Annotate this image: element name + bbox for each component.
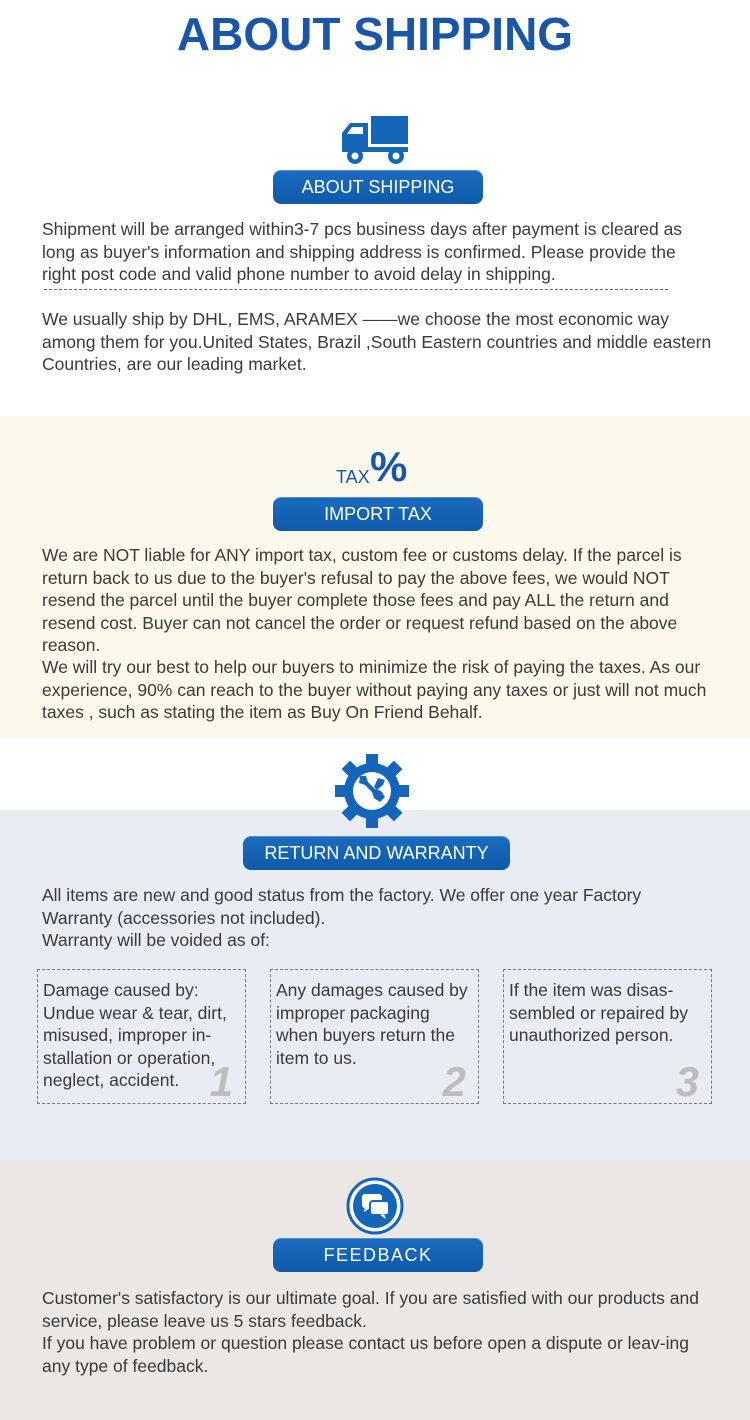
warranty-paragraph-2: Warranty will be voided as of: [42, 930, 270, 950]
about-shipping-label: ABOUT SHIPPING [273, 170, 483, 204]
warranty-paragraph-1: All items are new and good status from the factory. We offer one year Factory Warranty (accessories not included). [42, 885, 642, 928]
import-tax-label: IMPORT TAX [273, 497, 483, 531]
tax-paragraph-1: We are NOT liable for ANY import tax, custom fee or customs delay. If the parcel is return back to us due to the buyer's refusal to pay the above fees, we would NOT resend the parcel until the buyer complete those fees and pay ALL the return and resend cost. Buyer can not cancel the order or request refund based on the above reason. [42, 545, 682, 655]
warranty-box-1 [37, 969, 246, 1104]
tax-icon-word: TAX [336, 467, 370, 487]
truck-icon [338, 114, 410, 168]
feedback-paragraph-1: Customer's satisfactory is our ultimate goal. If you are satisfied with our products and service, please leave us 5 stars feedback. [42, 1288, 699, 1331]
gear-wrench-icon [333, 752, 411, 830]
shipping-paragraph-2: We usually ship by DHL, EMS, ARAMEX ——we choose the most economic way among them for you.United States, Brazil ,South Eastern countries and middle eastern Countries, are our leading market. [42, 309, 712, 374]
warranty-box-number: 1 [209, 1058, 233, 1105]
warranty-box-text: Damage caused by: Undue wear & tear, dirt, misused, improper in-stallation or operation, neglect, accident. [43, 980, 227, 1090]
warranty-box-2 [270, 969, 479, 1104]
chat-bubbles-icon [346, 1177, 404, 1235]
warranty-box-3 [503, 969, 712, 1104]
feedback-paragraph-2: If you have problem or question please contact us before open a dispute or leav-ing any type of feedback. [42, 1333, 689, 1376]
tax-percent-icon: % [370, 443, 405, 490]
warranty-box-text: If the item was disas-sembled or repaired by unauthorized person. [509, 980, 688, 1045]
warranty-box-number: 3 [675, 1058, 699, 1105]
feedback-label: FEEDBACK [273, 1238, 483, 1272]
warranty-box-number: 2 [442, 1058, 466, 1105]
divider [44, 289, 668, 291]
tax-paragraph-2: We will try our best to help our buyers to minimize the risk of paying the taxes. As our experience, 90% can reach to the buyer without paying any taxes or just will not much taxes , such as stating the item as Buy On Friend Behalf. [42, 657, 707, 722]
shipping-paragraph-1: Shipment will be arranged within3-7 pcs business days after payment is cleared as long as buyer's information and shipping address is confirmed. Please provide the right post code and valid phone number to avoid delay in shipping. [42, 219, 683, 284]
page-title: ABOUT SHIPPING [176, 8, 574, 60]
warranty-box-text: Any damages caused by improper packaging when buyers return the item to us. [276, 980, 468, 1068]
return-warranty-label: RETURN AND WARRANTY [243, 836, 510, 870]
